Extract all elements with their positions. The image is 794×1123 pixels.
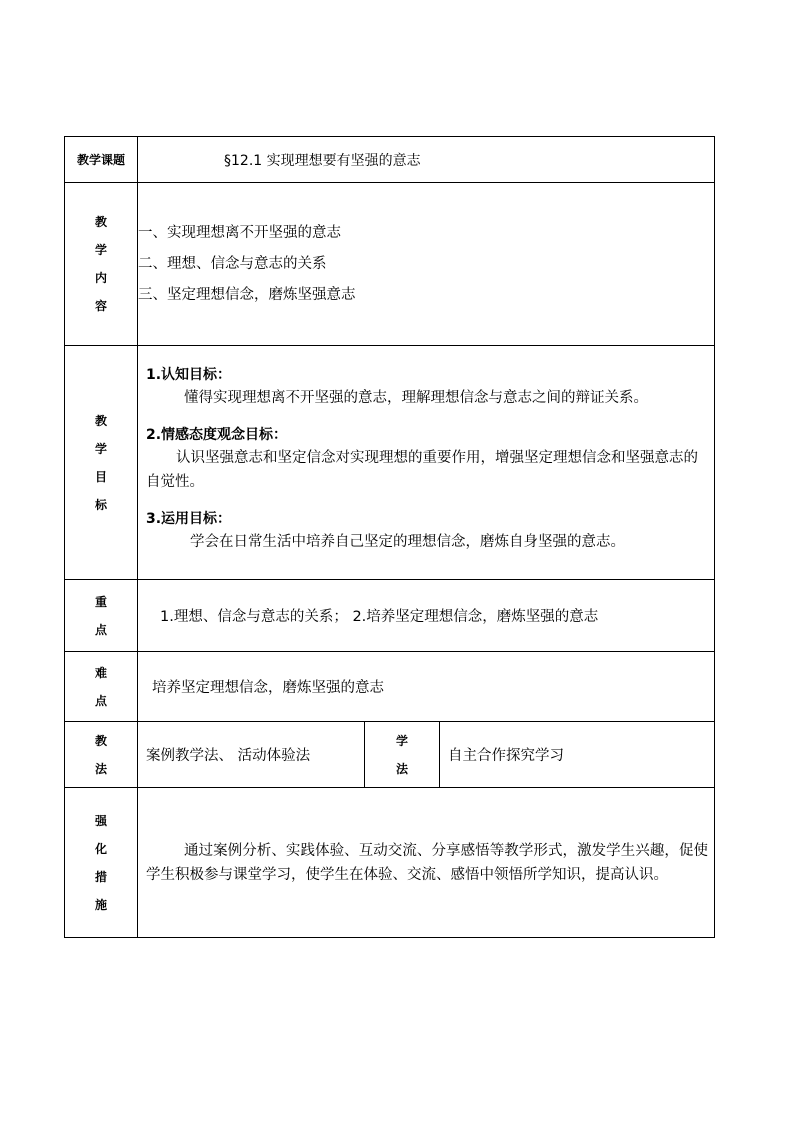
topic-label: 教学课题 bbox=[65, 137, 138, 183]
label-char: 学 bbox=[395, 733, 408, 748]
label-char: 内 bbox=[94, 271, 107, 285]
content-list bbox=[138, 183, 715, 346]
teaching-method-label bbox=[65, 722, 138, 788]
topic-title: §12.1 实现理想要有坚强的意志 bbox=[138, 137, 715, 183]
goal-1-text: 懂得实现理想离不开坚强的意志，理解理想信念与意志之间的辩证关系。 bbox=[184, 390, 648, 406]
list-item: 三、坚定理想信念，磨炼坚强意志 bbox=[138, 286, 356, 303]
teaching-method-text: 案例教学法、 活动体验法 bbox=[138, 722, 365, 788]
label-char: 措 bbox=[94, 869, 107, 884]
key-points-text: 1.理想、信念与意志的关系； 2.培养坚定理想信念，磨炼坚强的意志 bbox=[138, 580, 715, 652]
goal-1-title: 1.认知目标： bbox=[146, 367, 232, 383]
key-points-label bbox=[65, 580, 138, 652]
label-char: 点 bbox=[94, 622, 107, 637]
label-char: 学 bbox=[94, 243, 107, 257]
methods-row bbox=[65, 722, 715, 788]
label-char: 教 bbox=[94, 413, 107, 428]
key-points-row bbox=[65, 580, 715, 652]
difficulties-text: 培养坚定理想信念，磨炼坚强的意志 bbox=[138, 652, 715, 722]
label-char: 点 bbox=[94, 693, 107, 708]
difficulties-label bbox=[65, 652, 138, 722]
label-char: 容 bbox=[94, 299, 107, 313]
lesson-plan-table bbox=[64, 136, 715, 938]
label-char: 难 bbox=[94, 665, 107, 680]
content-label bbox=[65, 183, 138, 346]
label-char: 目 bbox=[94, 469, 107, 484]
label-char: 教 bbox=[94, 733, 107, 748]
goal-2-text: 认识坚强意志和坚定信念对实现理想的重要作用，增强坚定理想信念和坚强意志的自觉性。 bbox=[146, 450, 698, 490]
label-char: 施 bbox=[94, 897, 107, 912]
list-item: 一、实现理想离不开坚强的意志 bbox=[138, 224, 341, 241]
label-char: 教 bbox=[94, 215, 107, 229]
label-char: 重 bbox=[94, 594, 107, 609]
goals-content bbox=[138, 346, 715, 580]
content-row bbox=[65, 183, 715, 346]
difficulties-row bbox=[65, 652, 715, 722]
label-char: 法 bbox=[94, 761, 107, 776]
learning-method-label bbox=[365, 722, 440, 788]
topic-row bbox=[65, 137, 715, 183]
label-char: 强 bbox=[94, 813, 107, 828]
goal-3-text: 学会在日常生活中培养自己坚定的理想信念，磨炼自身坚强的意志。 bbox=[190, 534, 625, 550]
goals-label bbox=[65, 346, 138, 580]
measures-text: 通过案例分析、实践体验、互动交流、分享感悟等教学形式，激发学生兴趣，促使学生积极参与课堂学习，使学生在体验、交流、感悟中领悟所学知识，提高认识。 bbox=[138, 788, 715, 938]
goal-2-title: 2.情感态度观念目标： bbox=[146, 427, 288, 443]
label-char: 法 bbox=[395, 761, 408, 776]
label-char: 化 bbox=[94, 841, 107, 856]
learning-method-text: 自主合作探究学习 bbox=[440, 722, 715, 788]
list-item: 二、理想、信念与意志的关系 bbox=[138, 255, 327, 272]
measures-row bbox=[65, 788, 715, 938]
label-char: 标 bbox=[94, 497, 107, 512]
label-char: 学 bbox=[94, 441, 107, 456]
goals-row bbox=[65, 346, 715, 580]
measures-label bbox=[65, 788, 138, 938]
goal-3-title: 3.运用目标： bbox=[146, 511, 232, 527]
